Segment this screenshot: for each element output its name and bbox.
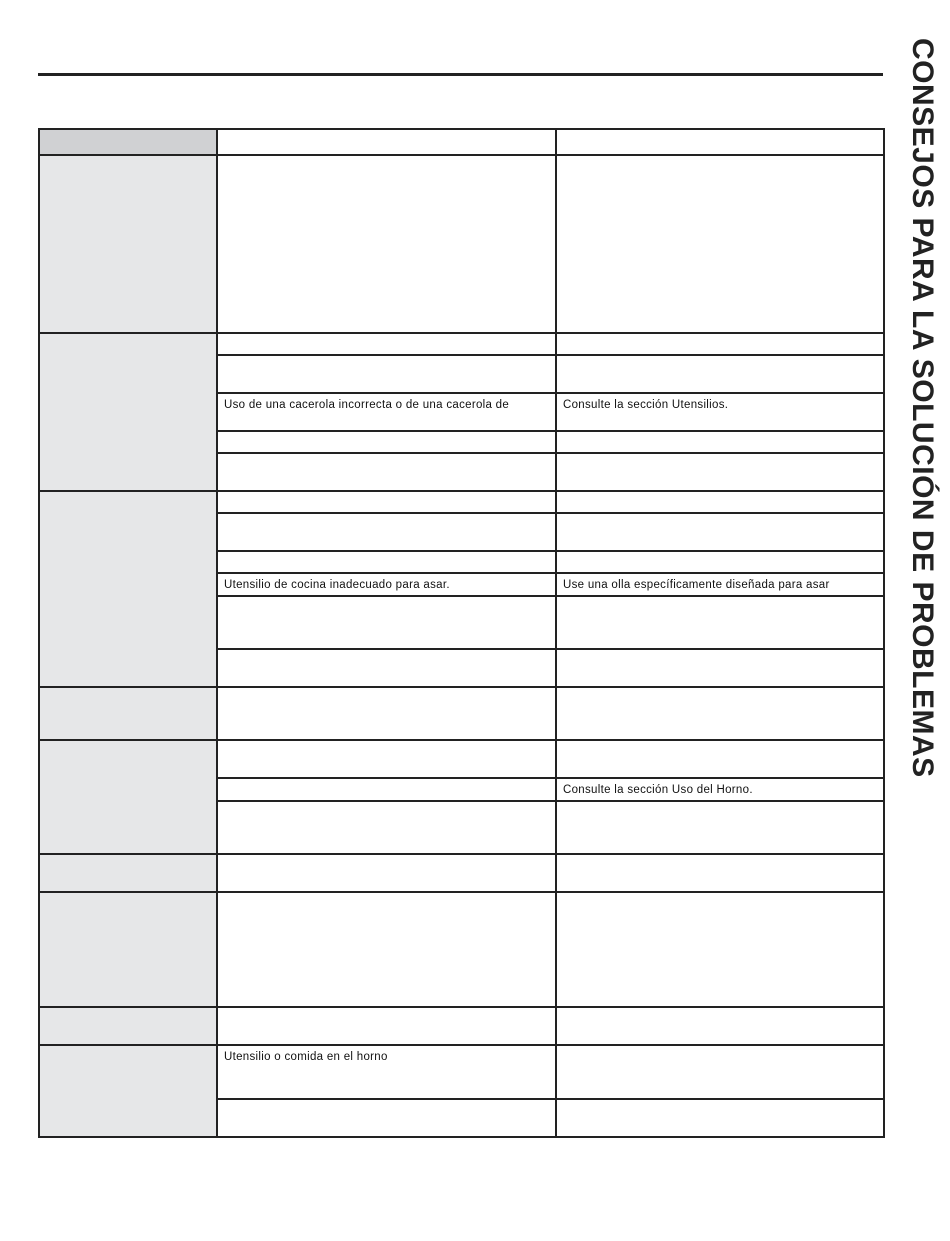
solution-cell (556, 801, 884, 854)
solution-cell (556, 1007, 884, 1045)
cause-cell: Uso de una cacerola incorrecta o de una cacerola de (217, 393, 556, 431)
troubleshooting-table (38, 128, 885, 1138)
table-row (39, 155, 884, 333)
solution-cell (556, 431, 884, 453)
solution-cell: Use una olla específicamente diseñada para asar (556, 573, 884, 596)
header-solution-cell (556, 129, 884, 155)
solution-cell (556, 491, 884, 513)
cause-cell (217, 155, 556, 333)
solution-cell (556, 687, 884, 740)
cause-cell (217, 551, 556, 573)
solution-cell (556, 1045, 884, 1099)
cause-cell (217, 431, 556, 453)
table-row (39, 854, 884, 892)
solution-cell (556, 155, 884, 333)
header-rule (38, 73, 883, 76)
solution-cell: Consulte la sección Utensilios. (556, 393, 884, 431)
cause-cell: Utensilio o comida en el horno (217, 1045, 556, 1099)
cause-cell (217, 1007, 556, 1045)
solution-cell (556, 551, 884, 573)
solution-cell (556, 453, 884, 491)
problem-cell (39, 854, 217, 892)
cause-cell (217, 355, 556, 393)
solution-cell (556, 892, 884, 1007)
table-row (39, 687, 884, 740)
solution-cell (556, 596, 884, 649)
cause-cell (217, 687, 556, 740)
solution-cell (556, 649, 884, 687)
table-row (39, 491, 884, 513)
solution-cell: Consulte la sección Uso del Horno. (556, 778, 884, 801)
solution-cell (556, 333, 884, 355)
cause-cell (217, 854, 556, 892)
table-row (39, 1007, 884, 1045)
cause-cell (217, 333, 556, 355)
cause-cell (217, 740, 556, 778)
problem-cell (39, 155, 217, 333)
problem-cell (39, 333, 217, 491)
cause-cell (217, 491, 556, 513)
problem-cell (39, 491, 217, 687)
table-header-row (39, 129, 884, 155)
cause-cell (217, 596, 556, 649)
problem-cell (39, 687, 217, 740)
solution-cell (556, 740, 884, 778)
header-problem-cell (39, 129, 217, 155)
table-row (39, 740, 884, 778)
section-side-title: CONSEJOS PARA LA SOLUCIÓN DE PROBLEMAS (906, 38, 939, 778)
problem-cell (39, 1007, 217, 1045)
problem-cell (39, 740, 217, 854)
solution-cell (556, 854, 884, 892)
cause-cell (217, 892, 556, 1007)
problem-cell (39, 1045, 217, 1137)
header-cause-cell (217, 129, 556, 155)
solution-cell (556, 355, 884, 393)
solution-cell (556, 1099, 884, 1137)
table-row (39, 333, 884, 355)
cause-cell (217, 1099, 556, 1137)
table-row (39, 1045, 884, 1099)
cause-cell (217, 453, 556, 491)
cause-cell (217, 513, 556, 551)
cause-cell (217, 801, 556, 854)
cause-cell (217, 778, 556, 801)
cause-cell (217, 649, 556, 687)
problem-cell (39, 892, 217, 1007)
table-row (39, 892, 884, 1007)
cause-cell: Utensilio de cocina inadecuado para asar. (217, 573, 556, 596)
solution-cell (556, 513, 884, 551)
